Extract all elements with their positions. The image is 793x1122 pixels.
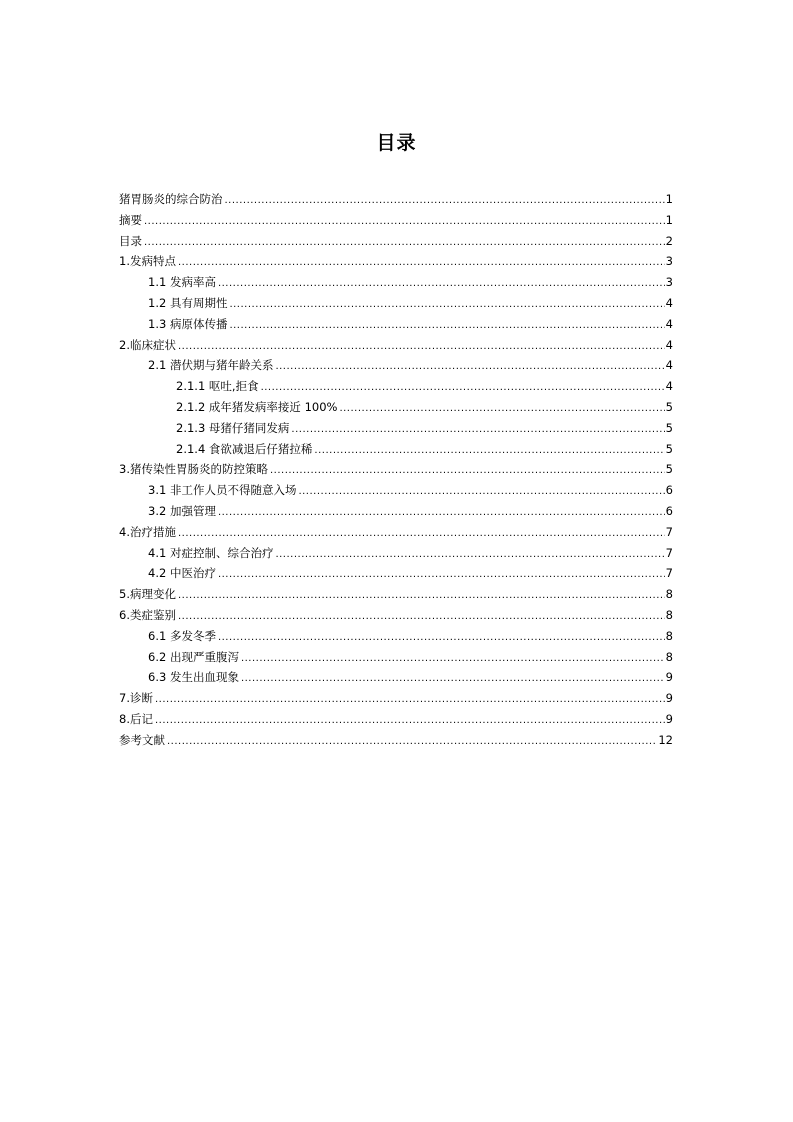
toc-entry-label: 4.治疗措施	[119, 524, 176, 539]
toc-page-number: 4	[665, 379, 673, 394]
toc-page-number: 8	[665, 587, 673, 602]
toc-dot-leader	[178, 253, 665, 274]
toc-entry[interactable]	[119, 272, 673, 293]
toc-dot-leader	[178, 607, 665, 628]
toc-entry[interactable]	[119, 480, 673, 501]
toc-dot-leader	[298, 482, 664, 503]
toc-entry-label: 3.1 非工作人员不得随意入场	[148, 483, 297, 498]
toc-entry-label: 1.2 具有周期性	[148, 295, 228, 310]
toc-page-number: 6	[665, 503, 673, 518]
toc-dot-leader	[261, 378, 665, 399]
toc-entry-label: 目录	[119, 233, 142, 248]
toc-dot-leader	[218, 565, 665, 586]
toc-page-number: 4	[665, 295, 673, 310]
toc-entry-label: 2.1.4 食欲减退后仔猪拉稀	[176, 441, 313, 456]
toc-page-number: 1	[665, 192, 673, 206]
toc-dot-leader	[144, 233, 665, 254]
toc-entry[interactable]	[119, 376, 673, 397]
toc-entry-label: 1.1 发病率高	[148, 275, 216, 290]
toc-dot-leader	[229, 295, 664, 316]
toc-entry-label: 6.2 出现严重腹泻	[148, 649, 239, 664]
toc-entry-label: 6.类症鉴别	[119, 607, 176, 622]
toc-page-number: 7	[665, 566, 673, 581]
toc-dot-leader	[218, 503, 665, 524]
toc-dot-leader	[178, 337, 665, 358]
toc-entry-label: 3.猪传染性胃肠炎的防控策略	[119, 462, 268, 477]
toc-entry[interactable]	[119, 501, 673, 522]
toc-dot-leader	[275, 545, 664, 566]
toc-entry[interactable]	[119, 189, 673, 210]
toc-page-number: 6	[665, 483, 673, 498]
toc-dot-leader	[218, 628, 665, 649]
toc-entry[interactable]	[119, 335, 673, 356]
toc-entry[interactable]	[119, 563, 673, 584]
toc-page-number: 9	[665, 670, 673, 685]
toc-entry-label: 4.2 中医治疗	[148, 566, 216, 581]
toc-page-number: 8	[665, 607, 673, 622]
toc-entry-label: 6.3 发生出血现象	[148, 670, 239, 685]
toc-dot-leader	[155, 690, 665, 711]
toc-entry[interactable]	[119, 231, 673, 252]
toc-entry[interactable]	[119, 355, 673, 376]
toc-entry-label: 1.发病特点	[119, 254, 176, 269]
toc-page-number: 1	[665, 212, 673, 227]
toc-entry-label: 2.1.2 成年猪发病率接近 100%	[176, 399, 338, 414]
toc-dot-leader	[291, 420, 664, 441]
toc-dot-leader	[229, 316, 664, 337]
toc-entry[interactable]	[119, 709, 673, 730]
toc-dot-leader	[178, 586, 665, 607]
toc-entry[interactable]	[119, 210, 673, 231]
toc-dot-leader	[241, 669, 665, 690]
toc-entry[interactable]	[119, 459, 673, 480]
toc-dot-leader	[241, 649, 665, 670]
toc-dot-leader	[155, 711, 665, 732]
toc-title: 目录	[376, 132, 417, 154]
toc-entry[interactable]	[119, 584, 673, 605]
toc-dot-leader	[167, 732, 657, 753]
toc-page-number: 9	[665, 711, 673, 726]
toc-entry[interactable]	[119, 730, 673, 751]
toc-dot-leader	[218, 274, 665, 295]
toc-page-number: 4	[665, 316, 673, 331]
toc-entry[interactable]	[119, 314, 673, 335]
toc-dot-leader	[339, 399, 664, 420]
toc-entry-label: 6.1 多发冬季	[148, 628, 216, 643]
toc-entry-label: 8.后记	[119, 711, 153, 726]
toc-page-number: 5	[665, 399, 673, 414]
toc-dot-leader	[178, 524, 665, 545]
toc-entry-label: 7.诊断	[119, 691, 153, 706]
toc-page-number: 7	[665, 545, 673, 560]
toc-page-number: 5	[665, 462, 673, 477]
toc-page-number: 3	[665, 254, 673, 269]
toc-page-number: 5	[665, 420, 673, 435]
toc-entry[interactable]	[119, 543, 673, 564]
toc-page-number: 3	[665, 275, 673, 290]
toc-entry-label: 2.1.1 呕吐,拒食	[176, 379, 259, 394]
toc-page-number: 8	[665, 649, 673, 664]
toc-dot-leader	[275, 357, 664, 378]
toc-list	[119, 189, 673, 751]
toc-entry[interactable]	[119, 293, 673, 314]
toc-entry[interactable]	[119, 626, 673, 647]
toc-entry[interactable]	[119, 647, 673, 668]
toc-entry-label: 猪胃肠炎的综合防治	[119, 192, 223, 206]
toc-entry-label: 2.1.3 母猪仔猪同发病	[176, 420, 290, 435]
toc-page-number: 4	[665, 337, 673, 352]
toc-page-number: 2	[665, 233, 673, 248]
toc-dot-leader	[225, 191, 665, 212]
toc-entry[interactable]	[119, 439, 673, 460]
toc-entry-label: 参考文献	[119, 732, 165, 747]
toc-page-number: 4	[665, 358, 673, 373]
toc-entry[interactable]	[119, 605, 673, 626]
toc-page-number: 8	[665, 628, 673, 643]
toc-entry[interactable]	[119, 397, 673, 418]
toc-entry-label: 5.病理变化	[119, 587, 176, 602]
toc-entry[interactable]	[119, 251, 673, 272]
toc-entry-label: 1.3 病原体传播	[148, 316, 228, 331]
toc-entry-label: 2.临床症状	[119, 337, 176, 352]
toc-page-number: 9	[665, 691, 673, 706]
toc-dot-leader	[270, 461, 665, 482]
toc-entry[interactable]	[119, 688, 673, 709]
toc-entry[interactable]	[119, 667, 673, 688]
toc-entry-label: 2.1 潜伏期与猪年龄关系	[148, 358, 274, 373]
toc-dot-leader	[314, 441, 664, 462]
toc-entry[interactable]	[119, 522, 673, 543]
toc-entry[interactable]	[119, 418, 673, 439]
toc-page-number: 5	[665, 441, 673, 456]
toc-page-number: 12	[658, 732, 673, 747]
toc-entry-label: 4.1 对症控制、综合治疗	[148, 545, 274, 560]
toc-entry-label: 3.2 加强管理	[148, 503, 216, 518]
toc-dot-leader	[144, 212, 665, 233]
toc-page-number: 7	[665, 524, 673, 539]
toc-entry-label: 摘要	[119, 212, 142, 227]
